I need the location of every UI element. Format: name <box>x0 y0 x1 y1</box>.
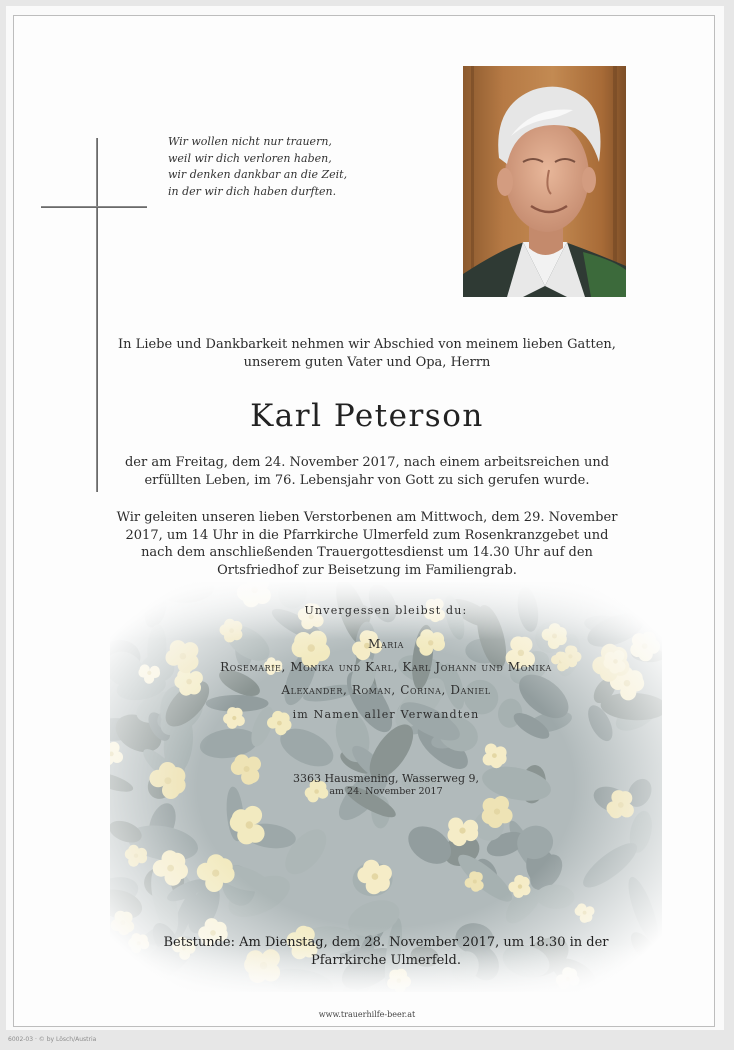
website-link[interactable]: www.trauerhilfe-beer.at <box>318 1010 416 1019</box>
funeral-line: nach dem anschließenden Trauergottesdienst um 14.30 Uhr auf den <box>141 545 593 560</box>
family-line: Alexander, Roman, Corina, Daniel <box>281 683 491 697</box>
wake-notice <box>110 934 662 970</box>
verse-line: wir denken dankbar an die Zeit, <box>168 168 348 181</box>
print-code: 6002-03 · © by Lösch/Austria <box>8 1036 97 1043</box>
mourners-heading: Unvergessen bleibst du: <box>304 604 468 617</box>
portrait-photo <box>463 66 626 297</box>
cross-icon-bar <box>41 206 147 208</box>
mourners-closing: im Namen aller Verwandten <box>292 708 480 721</box>
intro-line: In Liebe und Dankbarkeit nehmen wir Abschied von meinem lieben Gatten, <box>118 337 616 352</box>
funeral-notice <box>100 509 634 579</box>
funeral-line: Wir geleiten unseren lieben Verstorbenen am Mittwoch, dem 29. November <box>116 510 618 525</box>
cross-icon <box>96 138 98 492</box>
memorial-verse <box>168 134 408 200</box>
verse-line: in der wir dich haben durften. <box>168 184 337 198</box>
funeral-line: 2017, um 14 Uhr in die Pfarrkirche Ulmerfeld zum Rosenkranzgebet und <box>125 527 609 543</box>
address-date: am 24. November 2017 <box>329 786 443 797</box>
death-line: erfüllten Leben, im 76. Lebensjahr von Gott zu sich gerufen wurde. <box>144 473 590 488</box>
wake-line: Pfarrkirche Ulmerfeld. <box>311 953 461 968</box>
address-street: 3363 Hausmening, Wasserweg 9, <box>293 772 479 785</box>
verse-line: Wir wollen nicht nur trauern, <box>168 135 332 148</box>
family-line: Maria <box>367 637 405 651</box>
death-notice <box>100 454 634 490</box>
funeral-line: Ortsfriedhof zur Beisetzung im Familiengrab. <box>217 562 517 578</box>
wake-line: Betstunde: Am Dienstag, dem 28. November 2017, um 18.30 in der <box>163 935 609 950</box>
family-line: Rosemarie, Monika und Karl, Karl Johann und Monika <box>220 660 552 674</box>
death-line: der am Freitag, dem 24. November 2017, nach einem arbeitsreichen und <box>124 455 610 470</box>
address-block <box>110 772 662 798</box>
verse-line: weil wir dich verloren haben, <box>168 151 332 165</box>
intro-line: unserem guten Vater und Opa, Herrn <box>243 355 491 370</box>
intro-text <box>100 336 634 372</box>
mourners-block <box>110 604 662 721</box>
deceased-name: Karl Peterson <box>250 398 484 434</box>
